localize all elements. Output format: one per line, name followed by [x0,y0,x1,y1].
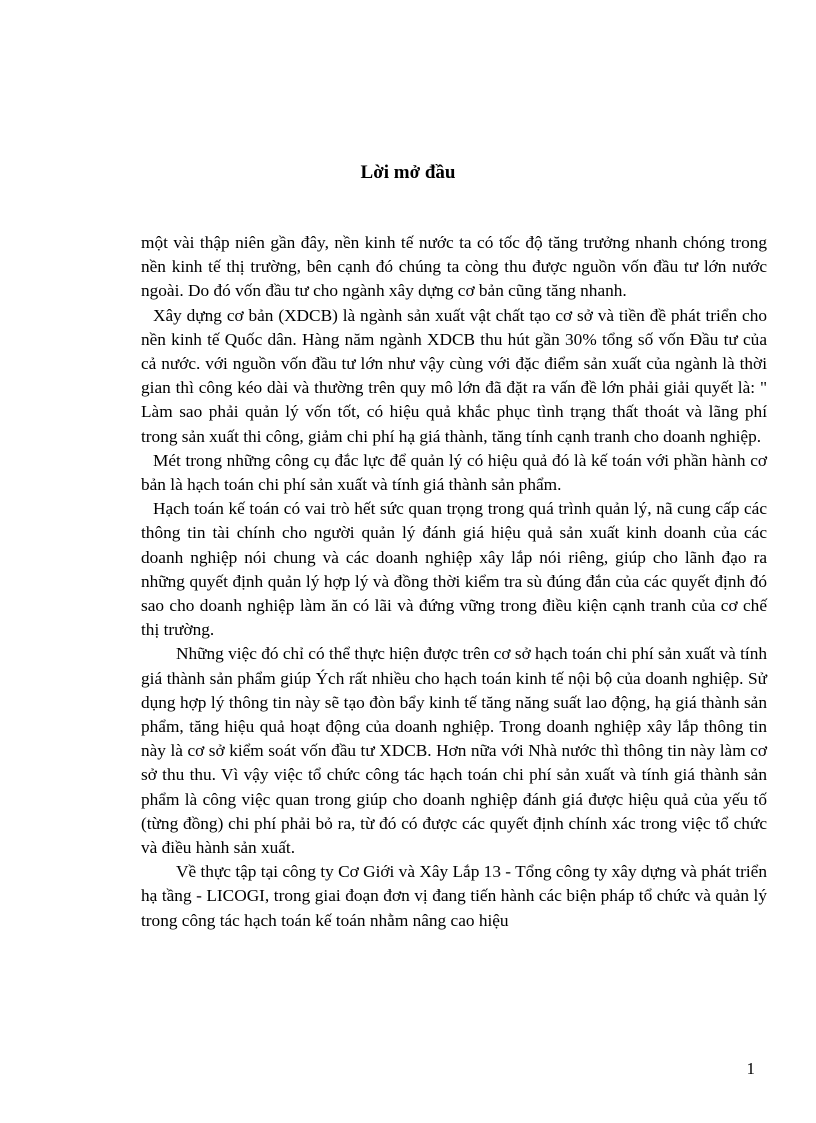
paragraph-5: Những việc đó chỉ có thể thực hiện được trên cơ sở hạch toán chi phí sản xuất và tính giá thành sản phẩm giúp Ých rất nhiều cho hạch toán kinh tế nội bộ của doanh nghiệp. Sử dụng hợp lý thông tin này sẽ tạo đòn bẩy kinh tế tăng năng suất lao động, hạ giá thành sản phẩm, tăng hiệu quả hoạt động của doanh nghiệp. Trong doanh nghiệp xây lắp thông tin này là cơ sở kiểm soát vốn đầu tư XDCB. Hơn nữa với Nhà nước thì thông tin này làm cơ sở thu thu. Vì vậy việc tổ chức công tác hạch toán chi phí sản xuất và tính giá thành sản phẩm là công việc quan trong giúp cho doanh nghiệp đánh giá được hiệu quả của yếu tố (từng đồng) chi phí phải bỏ ra, từ đó có được các quyết định chính xác trong việc tổ chức và điều hành sản xuất. [141,644,767,858]
paragraph-4: Hạch toán kế toán có vai trò hết sức quan trọng trong quá trình quản lý, nã cung cấp các thông tin tài chính cho người quản lý đánh giá hiệu quả sản xuất kinh doanh của các doanh nghiệp nói chung và các doanh nghiệp xây lắp nói riêng, giúp cho lãnh đạo ra những quyết định quản lý hợp lý và đồng thời kiểm tra sù đúng đắn của các quyết định đó sao cho doanh nghiệp làm ăn có lãi và đứng vững trong điều kiện cạnh tranh của cơ chế thị trường. [141,499,767,640]
paragraph-2: Xây dựng cơ bản (XDCB) là ngành sản xuất vật chất tạo cơ sở và tiền đề phát triển cho nền kinh tế Quốc dân. Hàng năm ngành XDCB thu hút gần 30% tổng số vốn Đầu tư của cả nước. với nguồn vốn đầu tư lớn như vậy cùng với đặc điểm sản xuất của ngành là thời gian thì công kéo dài và thường trên quy mô lớn đã đặt ra vấn đề lớn phải giải quyết là: " Làm sao phải quản lý vốn tốt, có hiệu quả khắc phục tình trạng thất thoát và lãng phí trong sản xuất thi công, giảm chi phí hạ giá thành, tăng tính cạnh tranh cho doanh nghiệp. [141,305,767,446]
page-title: Lời mở đầu [360,162,456,183]
paragraph-3: Mét trong những công cụ đắc lực để quản lý có hiệu quả đó là kế toán với phần hành cơ bản là hạch toán chi phí sản xuất và tính giá thành sản phẩm. [141,450,767,495]
page-number: 1 [746,1059,755,1078]
paragraph-1: một vài thập niên gần đây, nền kinh tế nước ta có tốc độ tăng trưởng nhanh chóng trong nền kinh tế thị trường, bên cạnh đó chúng ta còng thu được nguồn vốn đầu tư lớn nước ngoài. Do đó vốn đầu tư cho ngành xây dựng cơ bản cũng tăng nhanh. [141,233,767,301]
document-body [141,231,767,933]
paragraph-6: Về thực tập tại công ty Cơ Giới và Xây Lắp 13 - Tổng công ty xây dựng và phát triển hạ tầng - LICOGI, trong giai đoạn đơn vị đang tiến hành các biện pháp tổ chức và quản lý trong công tác hạch toán kế toán nhằm nâng cao hiệu [141,862,767,930]
